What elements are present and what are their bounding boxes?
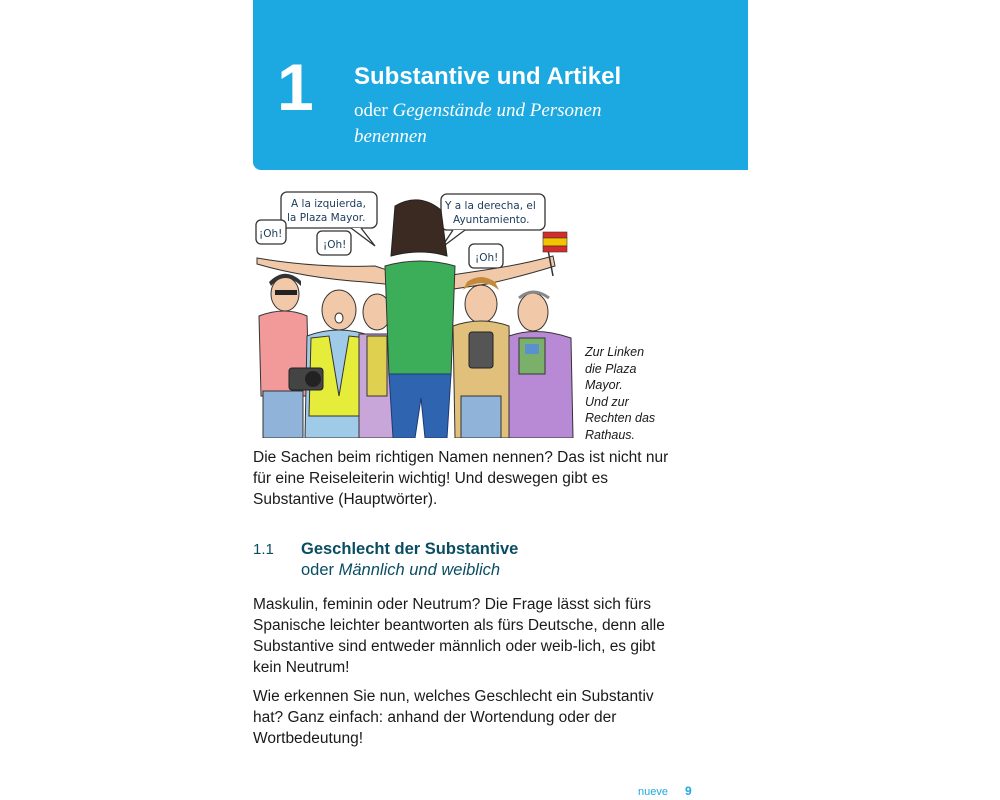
bubble-left-line1: A la izquierda, — [291, 198, 366, 210]
speech-bubble-oh-1 — [256, 220, 286, 244]
chapter-subtitle-lead: oder — [354, 100, 388, 121]
chapter-title: Substantive und Artikel — [354, 63, 622, 90]
bubble-oh-3: ¡Oh! — [475, 252, 499, 264]
bubble-left-line2: la Plaza Mayor. — [287, 212, 366, 224]
footer-page-word: nueve — [638, 786, 668, 798]
body-paragraph-2: Wie erkennen Sie nun, welches Geschlecht ein Substantiv hat? Ganz einfach: anhand der Wortendung oder der Wortbedeutung! — [253, 688, 654, 747]
speech-bubble-oh-3 — [469, 244, 503, 268]
bubble-right-line2: Ayuntamiento. — [453, 214, 530, 226]
section-number: 1.1 — [253, 541, 274, 558]
caption-line: Rechten das — [585, 411, 656, 425]
section-subtitle-italic: Männlich und weiblich — [338, 561, 501, 579]
bubble-oh-1: ¡Oh! — [259, 228, 283, 240]
caption-line: Zur Linken — [585, 345, 645, 359]
section-title: Geschlecht der Substantive — [301, 540, 519, 558]
section-subtitle-lead: oder — [301, 561, 335, 579]
chapter-subtitle-italic: Gegenstände und Personen benennen — [354, 100, 602, 147]
bubble-oh-2: ¡Oh! — [323, 239, 347, 251]
section-subtitle — [301, 561, 500, 580]
tour-guide-illustration — [255, 186, 580, 438]
caption-line: die Plaza — [585, 361, 637, 376]
chapter-header — [253, 0, 748, 170]
bubble-right-line1: Y a la derecha, el — [445, 200, 536, 212]
illustration-caption — [585, 344, 685, 443]
chapter-number: 1 — [277, 50, 314, 124]
intro-paragraph: Die Sachen beim richtigen Namen nennen? Das ist nicht nur für eine Reiseleiterin wichtig! Und deswegen gibt es Substantive (Hauptwörter). — [253, 449, 669, 508]
speech-bubble-oh-2 — [317, 231, 351, 255]
footer-page-number: 9 — [685, 784, 692, 798]
caption-line: Mayor. — [585, 378, 623, 392]
caption-line: Und zur — [585, 394, 629, 409]
caption-line: Rathaus. — [585, 427, 636, 442]
body-paragraph-1: Maskulin, feminin oder Neutrum? Die Frage lässt sich fürs Spanische leichter beantworten als fürs Deutsche, denn alle Substantive sind entweder männlich oder weib-lich, es gibt kein Neutrum! — [253, 596, 665, 676]
chapter-subtitle — [354, 98, 634, 150]
